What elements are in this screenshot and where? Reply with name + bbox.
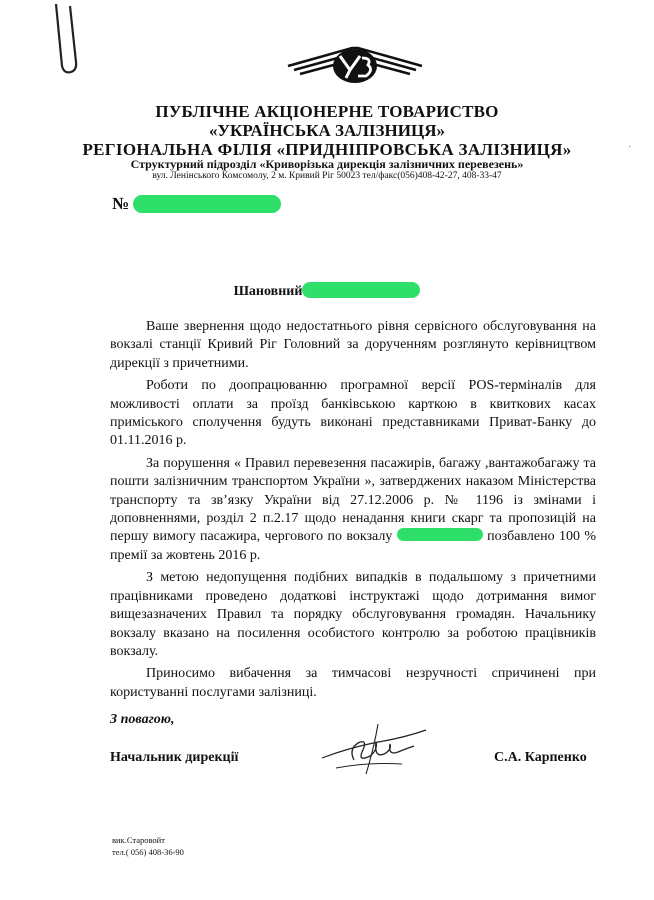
salutation (0, 282, 654, 300)
executor-phone: тел.( 056) 408-36-90 (112, 847, 184, 857)
signer-name: С.А. Карпенко (494, 750, 587, 765)
regards: З повагою, (110, 712, 175, 727)
address-line: вул. Ленінського Комсомолу, 2 м. Кривий Ріг 50023 тел/факс(056)408-42-27, 408-33-47 (152, 171, 502, 181)
paragraph-text: За порушення « Правил перевезення пасажирів, багажу ,вантажобагажу та пошти залізничним транспортом України », затверджених наказом Міністерства транспорту та зв’язку України від 27.12.2006 р. № 1196 із змінами і доповненнями, розділ 2 п.2.17 щодо ненадання книги скарг та пропозицій на першу вимогу пасажира, чергового по вокзалу (110, 455, 596, 545)
redaction-mark (302, 282, 420, 298)
salutation-text: Шановний (233, 284, 303, 299)
org-type: ПУБЛІЧНЕ АКЦІОНЕРНЕ ТОВАРИСТВО (155, 102, 499, 121)
org-name: «УКРАЇНСЬКА ЗАЛІЗНИЦЯ» (209, 121, 445, 140)
margin-mark: · (628, 142, 632, 153)
paragraph-text: позбавлено 100 % премії за жовтень 2016 р. (110, 529, 597, 563)
redaction-mark (133, 195, 281, 213)
signature-icon (318, 718, 433, 778)
paragraph: Ваше звернення щодо недостатнього рівня сервісного обслуговування на вокзалі станції Кривий Ріг Головний за дорученням розглянуто керівництвом дирекції з причетними. (110, 319, 596, 371)
paragraph (110, 455, 596, 565)
letter-body (110, 318, 596, 702)
paragraph: З метою недопущення подібних випадків в подальшому з причетними працівниками проведено додаткові інструктажі щодо дотримання вимог вищезазначених Правил та порядку обслуговування громадян. Начальнику вокзалу вказано на посилення особистого контролю за роботою працівників вокзалу. (110, 570, 596, 659)
railway-logo-icon (280, 40, 430, 90)
redaction-mark (397, 528, 483, 541)
branch-name: РЕГІОНАЛЬНА ФІЛІЯ «ПРИДНІПРОВСЬКА ЗАЛІЗНИЦЯ» (82, 140, 572, 159)
paragraph: Приносимо вибачення за тимчасові незручності спричинені при користуванні послугами залізниці. (110, 666, 596, 700)
signer-position: Начальник дирекції (110, 750, 239, 765)
executor-name: вик.Старовойт (112, 835, 165, 845)
executor-info (112, 834, 184, 858)
paragraph: Роботи по доопрацюванню програмної версії POS-терміналів для можливості оплати за проїзд банківською карткою в квиткових касах приміського сполучення будуть виконані представниками Приват-Банку до 01.11.2016 р. (110, 378, 596, 449)
paperclip-icon (40, 0, 90, 76)
reference-number (112, 194, 281, 214)
subdivision-name: Структурний підрозділ «Криворізька дирекція залізничних перевезень» (130, 157, 524, 171)
number-label: № (112, 194, 130, 213)
